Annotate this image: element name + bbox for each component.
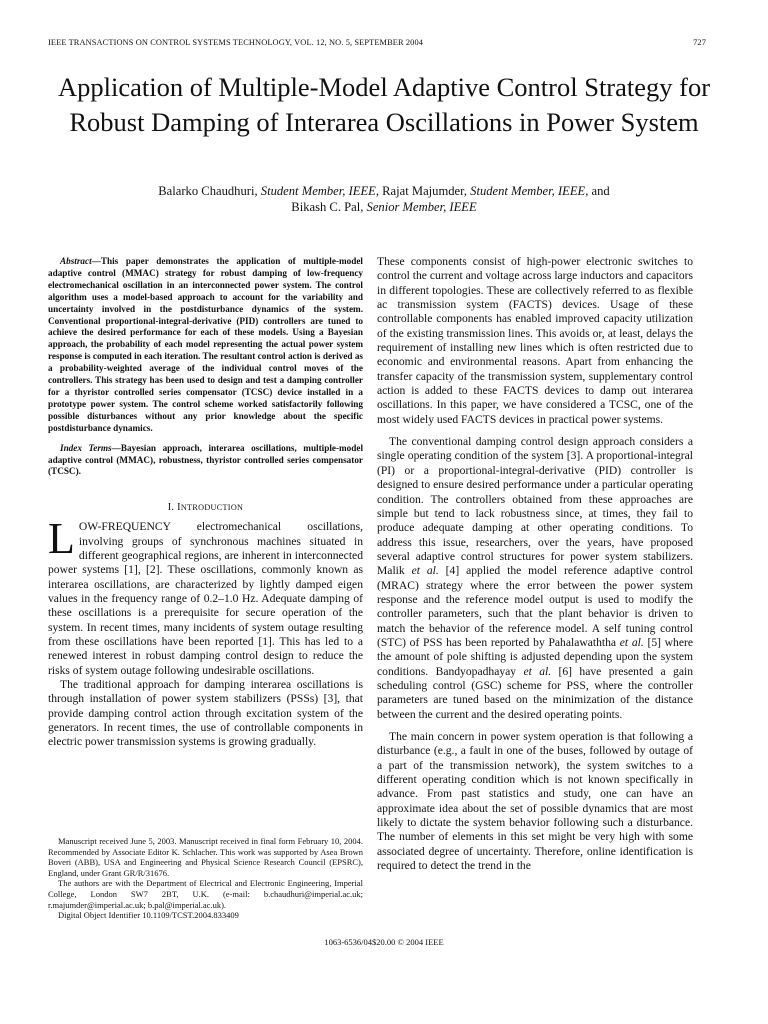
right-paragraph-1: These components consist of high-power electronic switches to control the current and voltage across large inductors and capacitors in different topologies. These are collectively referred to as flexible ac transmission system (FACTS) devices. Usage of these controllable components has enabled improved capacity utilization of the existing transmission lines. This avoids or, at least, delays the requirement of installing new lines which is often restricted due to economic and environmental reasons. Apart from enhancing the transfer capacity of the transmission system, supplementary control action is added to these FACTS devices to damp out interarea oscillations. In this paper, we have considered a TCSC, one of the most widely used FACTS devices in practical power systems. [377, 255, 693, 426]
right-paragraph-3: The main concern in power system operation is that following a disturbance (e.g., a fault in one of the buses, followed by outage of a part of the transmission network), the system switches to a different operating condition which is not known specifically in advance. From past statistics and study, one can have an approximate idea about the set of possible dynamics that are most likely to dictate the system behavior following such a disturbance. The number of elements in this set might be very high with some associated degree of uncertainty. Therefore, online identification is required to detect the trend in the [377, 730, 693, 873]
footnote-manuscript: Manuscript received June 5, 2003. Manuscript received in final form February 10, 2004. Recommended by Associate Editor K. Schlacher. This work was supported by Asea Brown Boveri (ABB), USA and Engineering and Physical Science Research Council (EPSRC), England, under Grant GR/R/31676. [48, 836, 363, 878]
paper-title: Application of Multiple-Model Adaptive Control Strategy for Robust Damping of Interarea Oscillations in Power System [57, 72, 711, 137]
footnotes [48, 836, 363, 921]
journal-name: IEEE TRANSACTIONS ON CONTROL SYSTEMS TECHNOLOGY, VOL. 12, NO. 5, SEPTEMBER 2004 [48, 38, 424, 47]
right-paragraph-2: The conventional damping control design approach considers a single operating condition of the system [3]. A proportional-integral (PI) or a proportional-integral-derivative (PID) controller is designed to ensure desired performance under a particular operating condition. The controllers obtained from these approaches are simple but tend to lack robustness since, at times, they fail to produce adequate damping at other operating conditions. To address this issue, researchers, over the years, have proposed several adaptive control structures for power system stabilizers. Malik et al. [4] applied the model reference adaptive control (MRAC) strategy where the error between the power system response and the reference model output is used to modify the controller parameters, such that the plant behavior is driven to match the behavior of the reference model. A self tuning control (STC) of PSS has been reported by Pahalawaththa et al. [5] where the amount of pole shifting is adjusted depending upon the system conditions. Bandyopadhayay et al. [6] have presented a gain scheduling control (GSC) scheme for PSS, where the controller parameters are tuned based on the minimization of the distance between the current and the desired operating points. [377, 435, 694, 721]
footnote-affiliation: The authors are with the Department of Electrical and Electronic Engineering, Imperial College, London SW7 2BT, U.K. (e-mail: b.chaudhuri@imperial.ac.uk; r.majumder@imperial.ac.uk; b.pal@imperial.ac.uk). [48, 878, 363, 910]
abstract-text: —This paper demonstrates the application of multiple-model adaptive control (MMAC) strategy for robust damping of low-frequency electromechanical oscillation in an interconnected power system. The control algorithm uses a model-based approach to account for the variability and uncertainty involved in the postdisturbance dynamics of the system. Conventional proportional-integral-derivative (PID) controllers are tuned to achieve the desired performance for each of these models. Using a Bayesian approach, the probability of each model representing the actual power system response is computed in each iteration. The resultant control action is derived as a probability-weighted average of the individual control moves of the controllers. This strategy has been used to design and test a damping controller for a thyristor controlled series compensator (TCSC) device installed in a prototype power system. The control scheme worked satisfactorily following possible disturbances without any prior knowledge about the specific postdisturbance dynamics. [48, 256, 363, 433]
author-3-role: Senior Member, IEEE [366, 200, 477, 214]
drop-cap: L [48, 514, 75, 564]
intro-paragraph-2: The traditional approach for damping interarea oscillations is through installation of power system stabilizers (PSSs) [3], that provide damping control action through excitation system of the generators. In recent times, the use of controllable components in electric power transmission systems is growing gradually. [48, 678, 363, 749]
footnote-doi: Digital Object Identifier 10.1109/TCST.2004.833409 [58, 910, 239, 921]
index-terms-text: —Bayesian approach, interarea oscillations, multiple-model adaptive control (MMAC), robustness, thyristor controlled series compensator (TCSC). [48, 442, 364, 477]
abstract [48, 256, 363, 435]
intro-paragraph-1: LOW-FREQUENCY electromechanical oscillations, involving groups of synchronous machines situated in different geographical regions, are inherent in interconnected power systems [1], [2]. These oscillations, commonly known as interarea oscillations, are characterized by lightly damped eigen values in the frequency range of 0.2–1.0 Hz. Adequate damping of these oscillations is a prerequisite for secure operation of the system. In recent times, many incidents of system outage resulting from these oscillations have been reported [1]. This has led to a renewed interest in robust damping control design to reduce the risks of system outage following undesirable oscillations. [48, 514, 363, 677]
section-heading-introduction: I. INTRODUCTION [167, 502, 244, 514]
index-terms [48, 443, 363, 479]
author-list [60, 183, 708, 215]
copyright-line: 1063-6536/04$20.00 © 2004 IEEE [324, 937, 444, 947]
running-header [48, 38, 706, 47]
author-1-role: Student Member, IEEE, [260, 184, 379, 198]
author-2-name: Rajat Majumder, [382, 184, 467, 198]
author-conjunction: and [591, 184, 610, 198]
author-1-name: Balarko Chaudhuri, [158, 184, 258, 198]
right-column [377, 255, 693, 881]
left-column [48, 256, 363, 750]
author-3-name: Bikash C. Pal, [291, 200, 364, 214]
author-2-role: Student Member, IEEE, [470, 184, 589, 198]
abstract-label: Abstract [60, 256, 92, 266]
page-number: 727 [693, 38, 706, 47]
index-terms-label: Index Terms [60, 442, 112, 453]
